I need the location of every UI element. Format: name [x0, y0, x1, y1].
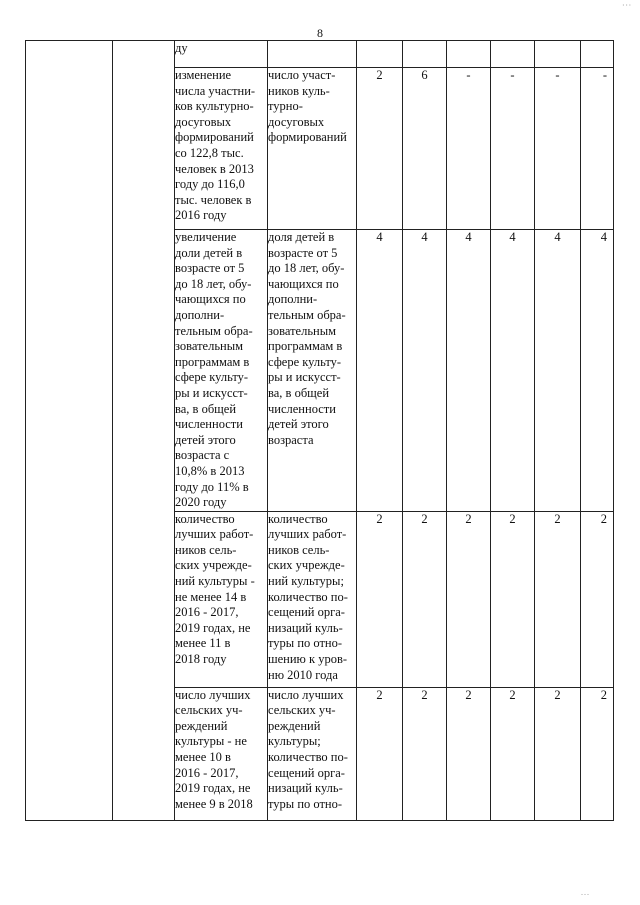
indicator-cell: число лучших сельских уч- реждений культуры; количество по- сещений орга- низаций куль- туры по отно-: [268, 687, 357, 820]
table-row: [26, 41, 614, 68]
indicator-cell: доля детей в возрасте от 5 до 18 лет, обу- чающихся по дополни- тельным обра- зовательным программам в сфере культу- ры и искусст- ва, в общей численности детей этого возраста: [268, 230, 357, 512]
value-cell: 6: [403, 68, 447, 230]
value-cell: -: [491, 68, 535, 230]
value-cell: 2: [535, 511, 581, 687]
page-number: 8: [317, 26, 323, 40]
value-cell: 4: [403, 230, 447, 512]
indicator-cell: число участ- ников куль- турно- досуговых формирований: [268, 68, 357, 230]
goal-cell: число лучших сельских уч- реждений культуры - не менее 10 в 2016 - 2017, 2019 годах, не менее 9 в 2018: [175, 687, 268, 820]
value-cell: 4: [581, 230, 614, 512]
value-cell: 2: [403, 687, 447, 820]
value-cell: 2: [357, 687, 403, 820]
value-cell: -: [447, 68, 491, 230]
continuation-text: ду: [175, 41, 268, 68]
value-cell: 4: [535, 230, 581, 512]
footer-mark: ∙∙∙: [581, 890, 590, 899]
goal-cell: изменение числа участни- ков культурно- досуговых формирований со 122,8 тыс. человек в 2013 году до 116,0 тыс. человек в 2016 году: [175, 68, 268, 230]
value-cell: 2: [581, 687, 614, 820]
value-cell: 2: [447, 511, 491, 687]
indicator-table: [25, 40, 614, 821]
value-cell: 2: [535, 687, 581, 820]
goal-cell: увеличение доли детей в возрасте от 5 до 18 лет, обу- чающихся по дополни- тельным обра- зовательным программам в сфере культу- ры и искусст- ва, в общей численности детей этого возраста с 10,8% в 2013 году до 11% в 2020 году: [175, 230, 268, 512]
merged-column-1: [26, 41, 113, 821]
value-cell: 2: [403, 511, 447, 687]
value-cell: -: [581, 68, 614, 230]
value-cell: 4: [447, 230, 491, 512]
value-cell: 2: [357, 511, 403, 687]
value-cell: 2: [491, 687, 535, 820]
value-cell: 4: [491, 230, 535, 512]
value-cell: 4: [357, 230, 403, 512]
value-cell: 2: [581, 511, 614, 687]
goal-cell: количество лучших работ- ников сель- ских учрежде- ний культуры - не менее 14 в 2016 - 2017, 2019 годах, не менее 11 в 2018 году: [175, 511, 268, 687]
indicator-cell: количество лучших работ- ников сель- ских учрежде- ний культуры; количество по- сещений орга- низаций куль- туры по отно- шению к уров- ню 2010 года: [268, 511, 357, 687]
value-cell: 2: [447, 687, 491, 820]
value-cell: 2: [491, 511, 535, 687]
corner-mark: ∙∙∙: [622, 0, 632, 10]
value-cell: 2: [357, 68, 403, 230]
value-cell: -: [535, 68, 581, 230]
merged-column-2: [113, 41, 175, 821]
